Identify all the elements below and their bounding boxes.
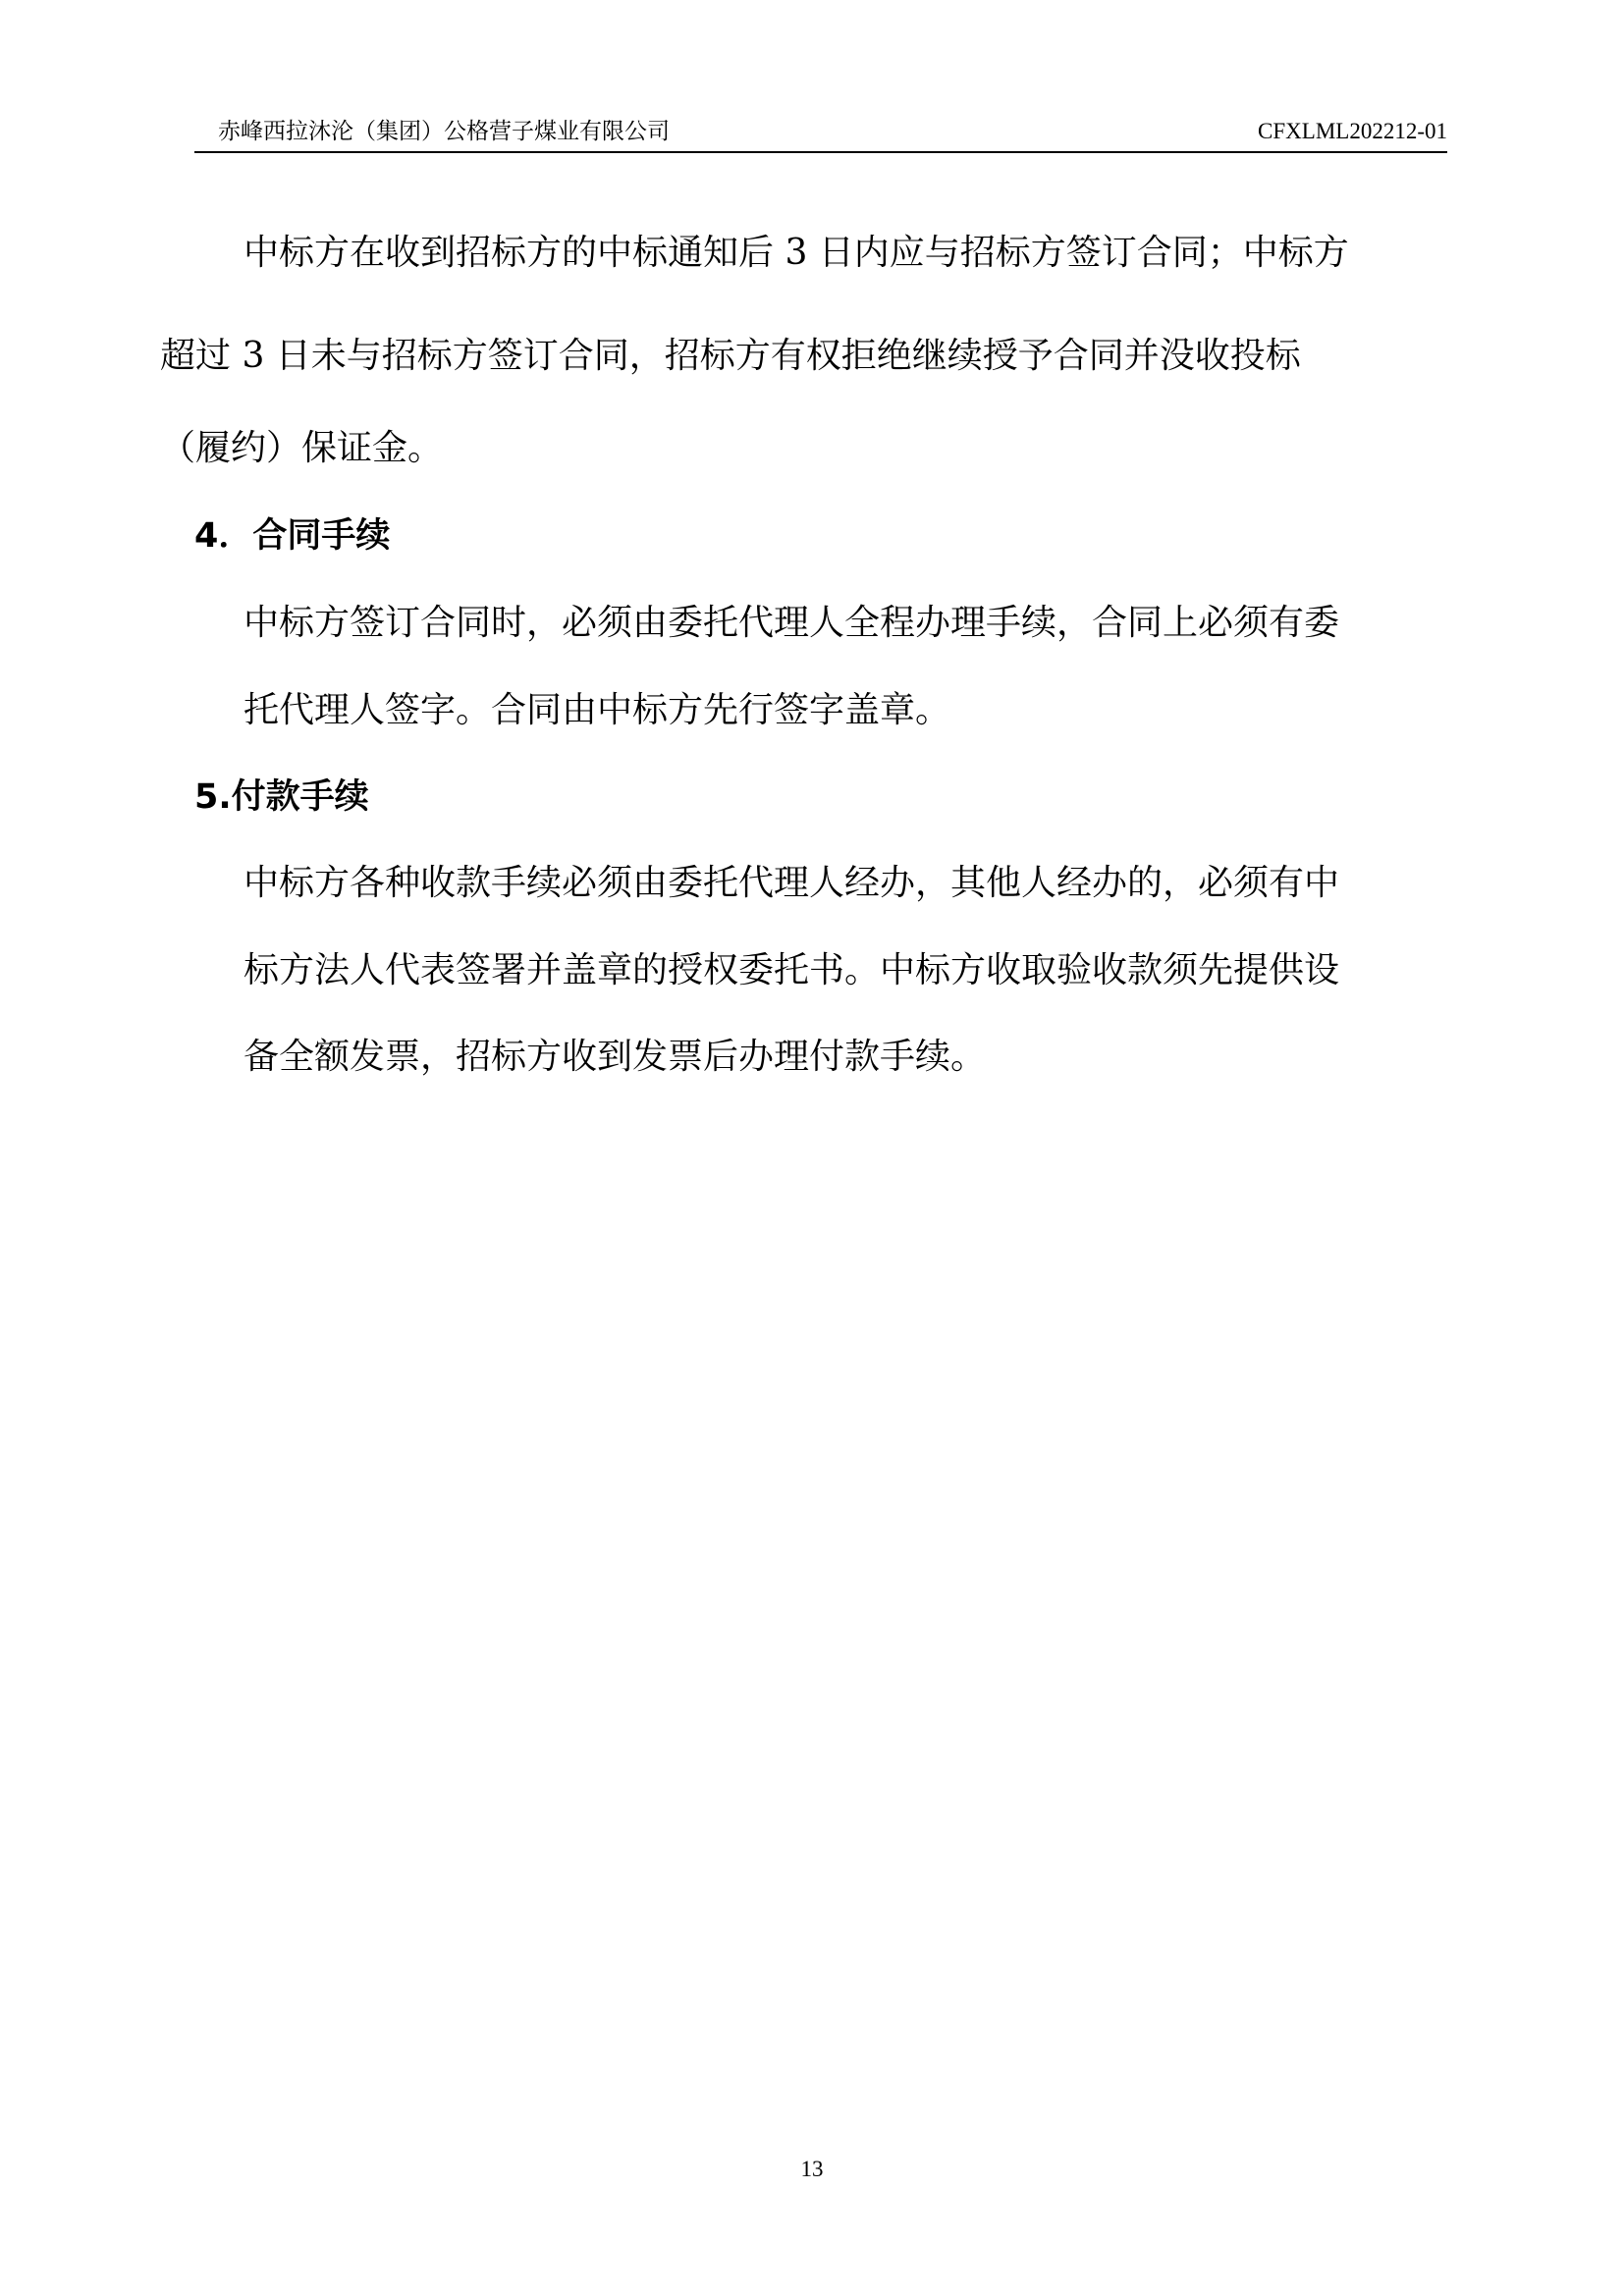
page-header — [194, 112, 1447, 153]
section-4-line-1: 中标方签订合同时，必须由委托代理人全程办理手续，合同上必须有委 — [244, 603, 1340, 643]
section-4-line-2: 托代理人签字。合同由中标方先行签字盖章。 — [244, 690, 951, 730]
paragraph-1-line-3: （履约）保证金。 — [160, 428, 444, 468]
section-4-heading: 4．合同手续 — [194, 516, 391, 556]
section-5-line-2: 标方法人代表签署并盖章的授权委托书。中标方收取验收款须先提供设 — [244, 950, 1340, 990]
section-5-line-3: 备全额发票，招标方收到发票后办理付款手续。 — [244, 1037, 987, 1077]
paragraph-1-line-2: 超过 3 日未与招标方签订合同，招标方有权拒绝继续授予合同并没收投标 — [160, 336, 1301, 376]
section-5-heading: 5.付款手续 — [194, 777, 369, 817]
section-5-line-1: 中标方各种收款手续必须由委托代理人经办，其他人经办的，必须有中 — [244, 863, 1340, 903]
header-company-name: 赤峰西拉沐沦（集团）公格营子煤业有限公司 — [218, 119, 670, 144]
header-document-code: CFXLML202212-01 — [1258, 119, 1447, 143]
paragraph-1-line-1: 中标方在收到招标方的中标通知后 3 日内应与招标方签订合同；中标方 — [244, 233, 1349, 273]
page-number: 13 — [800, 2157, 824, 2181]
